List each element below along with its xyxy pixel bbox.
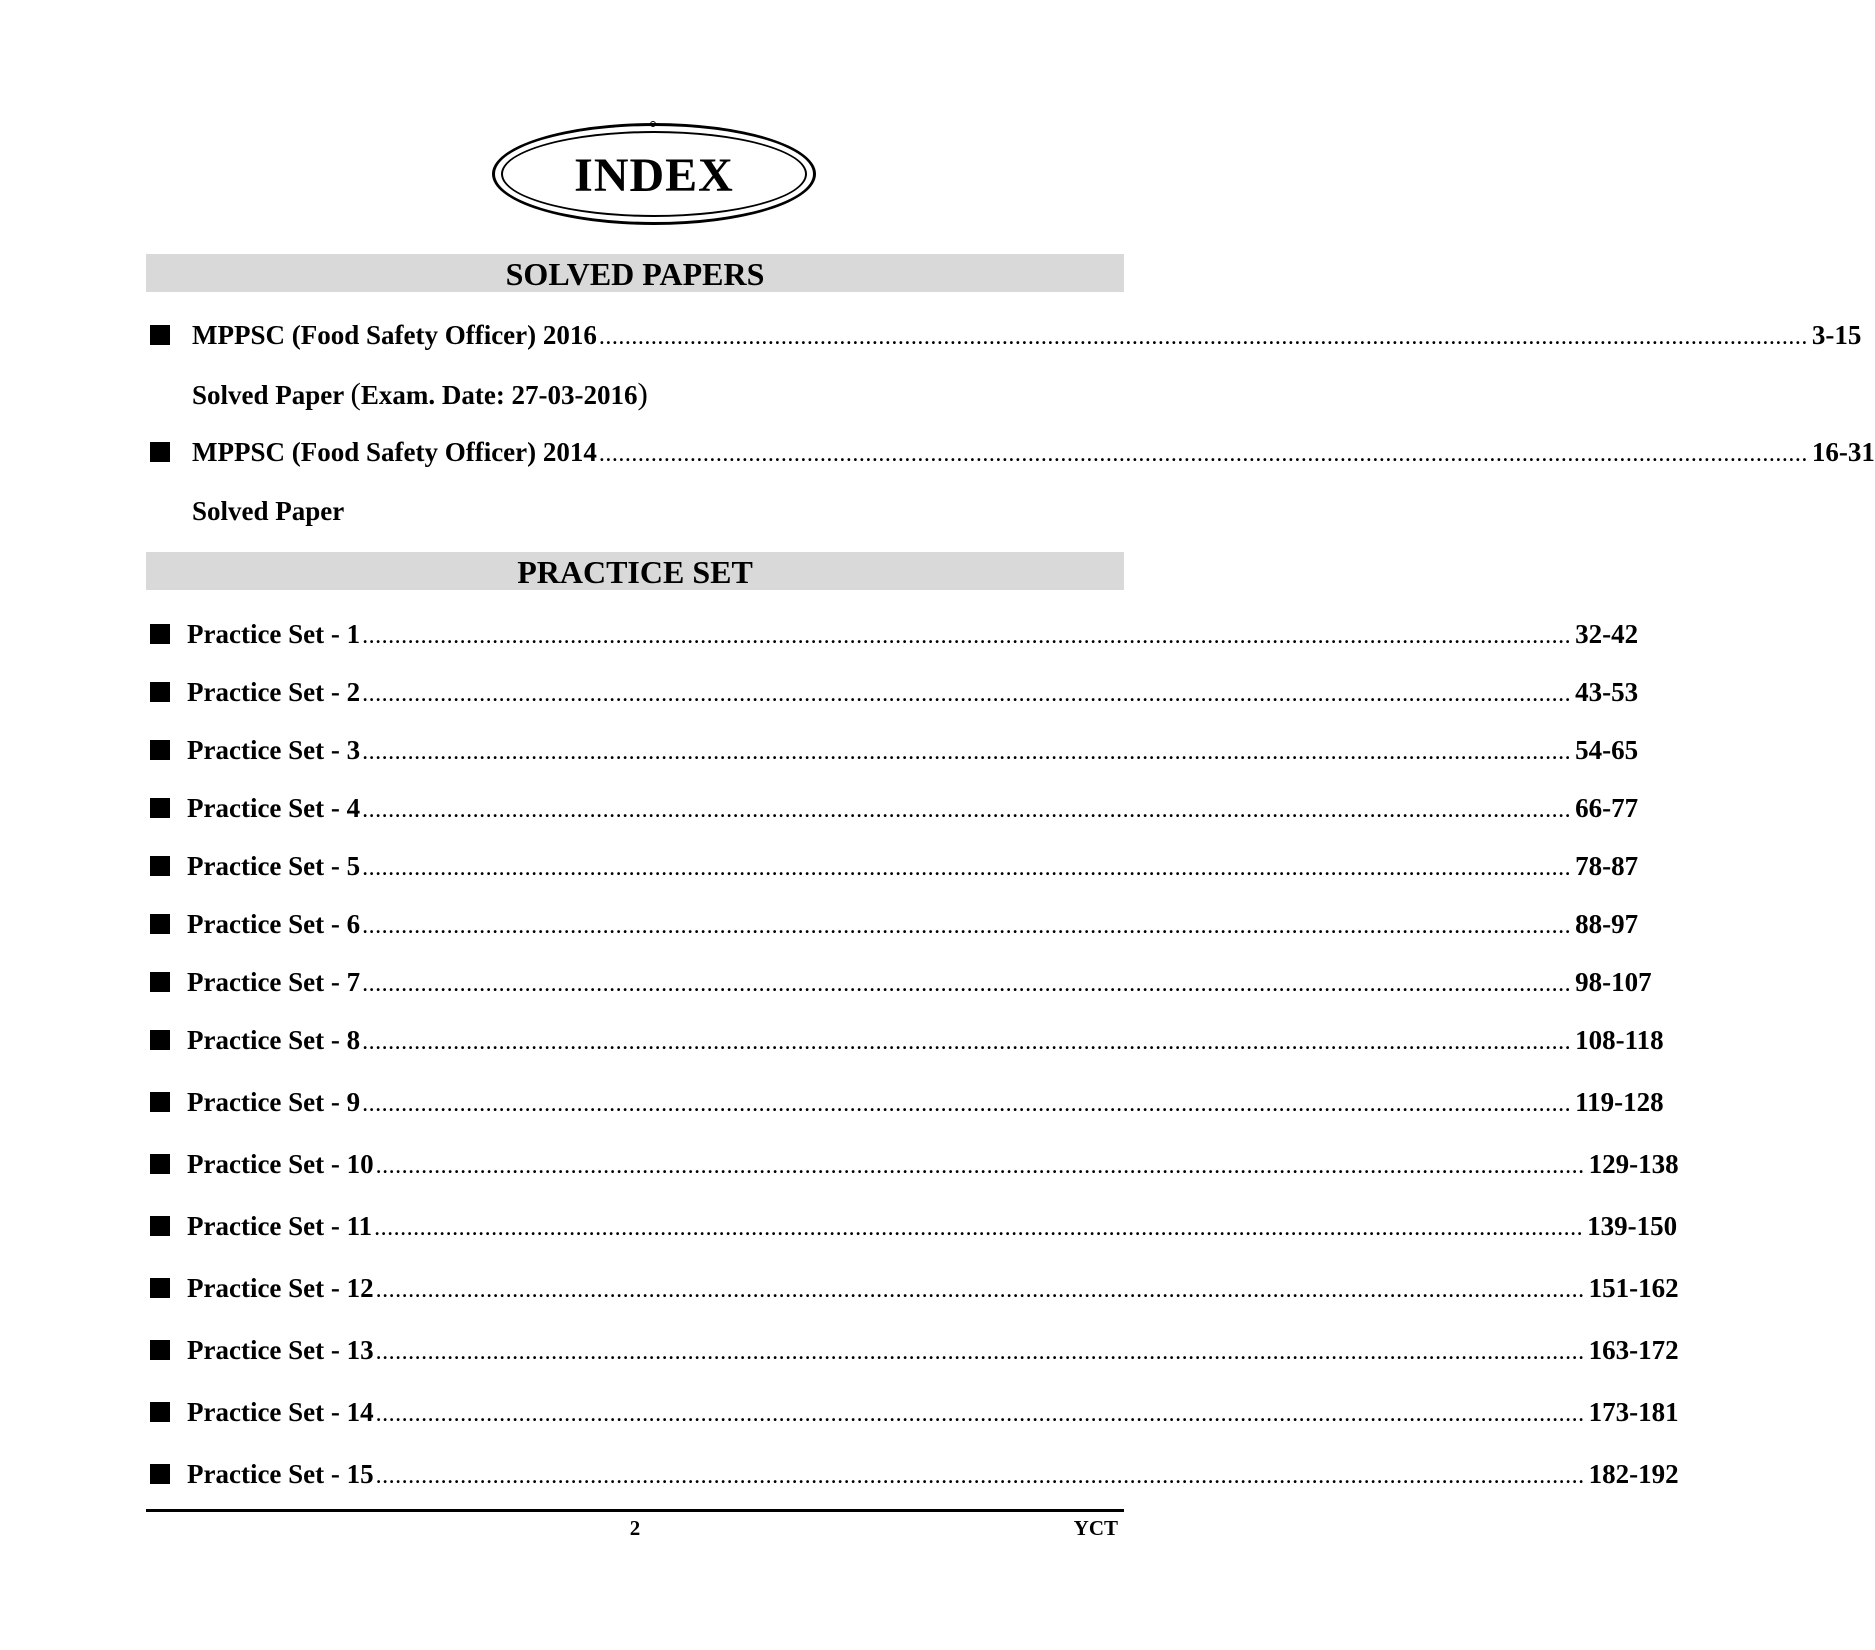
section-heading-practice-set: PRACTICE SET xyxy=(146,552,1124,590)
toc-entry-row xyxy=(187,790,1639,826)
toc-entry-label: MPPSC (Food Safety Officer) 2016 xyxy=(192,320,597,350)
toc-entry-row xyxy=(187,1208,1678,1244)
toc-entry-row xyxy=(187,906,1639,942)
toc-entry-practice-set-3[interactable] xyxy=(150,732,1639,768)
subtitle-prefix: Solved Paper xyxy=(192,380,344,410)
footer-rule xyxy=(146,1509,1124,1512)
black-square-bullet-icon xyxy=(150,1216,170,1236)
black-square-bullet-icon xyxy=(150,624,170,644)
toc-entry-subtitle-2016 xyxy=(192,376,648,413)
toc-entry-practice-set-11[interactable] xyxy=(150,1208,1678,1244)
toc-entry-pages: 88-97 xyxy=(1575,909,1639,939)
black-square-bullet-icon xyxy=(150,972,170,992)
toc-entry-practice-set-7[interactable] xyxy=(150,964,1652,1000)
black-square-bullet-icon xyxy=(150,682,170,702)
toc-entry-practice-set-4[interactable] xyxy=(150,790,1639,826)
toc-entry-label: MPPSC (Food Safety Officer) 2014 xyxy=(192,437,597,467)
footer-brand: YCT xyxy=(1073,1516,1118,1540)
black-square-bullet-icon xyxy=(150,1278,170,1298)
toc-entry-label: Practice Set - 14 xyxy=(187,1397,374,1427)
toc-entry-row xyxy=(187,1456,1679,1492)
dot-leader: .......................................................................................................................................................................................... xyxy=(362,739,1572,765)
toc-entry-row xyxy=(187,1022,1664,1058)
toc-entry-practice-set-15[interactable] xyxy=(150,1456,1679,1492)
toc-entry-practice-set-2[interactable] xyxy=(150,674,1639,710)
black-square-bullet-icon xyxy=(150,740,170,760)
toc-entry-pages: 151-162 xyxy=(1588,1273,1679,1303)
toc-entry-practice-set-1[interactable] xyxy=(150,616,1639,652)
toc-entry-label: Practice Set - 1 xyxy=(187,619,361,649)
toc-entry-label: Practice Set - 13 xyxy=(187,1335,374,1365)
toc-entry-pages: 54-65 xyxy=(1575,735,1639,765)
toc-entry-label: Practice Set - 9 xyxy=(187,1087,361,1117)
dot-leader: .......................................................................................................................................................................................... xyxy=(362,1091,1572,1117)
dot-leader: .......................................................................................................................................................................................... xyxy=(374,1215,1584,1241)
toc-entry-label: Practice Set - 12 xyxy=(187,1273,374,1303)
toc-entry-pages: 3-15 xyxy=(1811,320,1862,350)
toc-entry-pages: 139-150 xyxy=(1587,1211,1678,1241)
toc-entry-row xyxy=(187,732,1639,768)
section-heading-solved-papers: SOLVED PAPERS xyxy=(146,254,1124,292)
black-square-bullet-icon xyxy=(150,1092,170,1112)
toc-entry-solved-2014[interactable] xyxy=(150,434,1875,470)
subtitle-exam-date: Exam. Date: 27-03-2016 xyxy=(360,380,638,410)
toc-entry-row xyxy=(187,1084,1664,1120)
toc-entry-practice-set-6[interactable] xyxy=(150,906,1639,942)
toc-entry-pages: 32-42 xyxy=(1575,619,1639,649)
toc-entry-pages: 163-172 xyxy=(1588,1335,1679,1365)
dot-leader: .......................................................................................................................................................................................... xyxy=(362,797,1572,823)
black-square-bullet-icon xyxy=(150,442,170,462)
dot-leader: .......................................................................................................................................................................................... xyxy=(598,324,1808,350)
page-number: 2 xyxy=(629,1516,641,1540)
toc-entry-pages: 66-77 xyxy=(1575,793,1639,823)
toc-entry-practice-set-12[interactable] xyxy=(150,1270,1679,1306)
toc-entry-label: Practice Set - 7 xyxy=(187,967,361,997)
dot-leader: .......................................................................................................................................................................................... xyxy=(375,1277,1585,1303)
black-square-bullet-icon xyxy=(150,1464,170,1484)
toc-entry-label: Practice Set - 2 xyxy=(187,677,361,707)
toc-entry-pages: 119-128 xyxy=(1575,1087,1664,1117)
toc-entry-label: Practice Set - 11 xyxy=(187,1211,373,1241)
toc-entry-pages: 78-87 xyxy=(1575,851,1639,881)
index-oval-frame xyxy=(492,123,816,225)
page-title: INDEX xyxy=(574,149,734,202)
toc-entry-label: Practice Set - 3 xyxy=(187,735,361,765)
toc-entry-row xyxy=(187,616,1639,652)
subtitle-paren-open: ( xyxy=(350,376,361,411)
toc-entry-pages: 98-107 xyxy=(1575,967,1652,997)
dot-leader: .......................................................................................................................................................................................... xyxy=(375,1153,1585,1179)
toc-entry-row xyxy=(187,1270,1679,1306)
toc-entry-label: Practice Set - 5 xyxy=(187,851,361,881)
dot-leader: .......................................................................................................................................................................................... xyxy=(362,855,1572,881)
toc-entry-row xyxy=(187,964,1652,1000)
toc-entry-label: Practice Set - 6 xyxy=(187,909,361,939)
black-square-bullet-icon xyxy=(150,1030,170,1050)
toc-entry-pages: 43-53 xyxy=(1575,677,1639,707)
toc-entry-subtitle-2014 xyxy=(192,493,344,529)
toc-entry-practice-set-8[interactable] xyxy=(150,1022,1664,1058)
toc-entry-pages: 129-138 xyxy=(1588,1149,1679,1179)
toc-entry-label: Practice Set - 10 xyxy=(187,1149,374,1179)
black-square-bullet-icon xyxy=(150,1154,170,1174)
toc-entry-label: Practice Set - 8 xyxy=(187,1025,361,1055)
toc-entry-row xyxy=(187,1146,1679,1182)
toc-entry-row xyxy=(192,434,1875,470)
dot-leader: .......................................................................................................................................................................................... xyxy=(362,1029,1572,1055)
black-square-bullet-icon xyxy=(150,1402,170,1422)
black-square-bullet-icon xyxy=(150,798,170,818)
dot-leader: .......................................................................................................................................................................................... xyxy=(362,913,1572,939)
toc-entry-pages: 108-118 xyxy=(1575,1025,1664,1055)
dot-leader: .......................................................................................................................................................................................... xyxy=(598,441,1808,467)
dot-leader: .......................................................................................................................................................................................... xyxy=(362,623,1572,649)
toc-entry-row xyxy=(187,848,1639,884)
toc-entry-pages: 182-192 xyxy=(1588,1459,1679,1489)
toc-entry-practice-set-14[interactable] xyxy=(150,1394,1679,1430)
toc-entry-row xyxy=(187,674,1639,710)
toc-entry-pages: 16-31 xyxy=(1811,437,1875,467)
toc-entry-label: Practice Set - 4 xyxy=(187,793,361,823)
dot-leader: .......................................................................................................................................................................................... xyxy=(362,971,1572,997)
dot-leader: .......................................................................................................................................................................................... xyxy=(362,681,1572,707)
black-square-bullet-icon xyxy=(150,914,170,934)
toc-entry-solved-2016[interactable] xyxy=(150,317,1862,353)
toc-entry-pages: 173-181 xyxy=(1588,1397,1679,1427)
dot-leader: .......................................................................................................................................................................................... xyxy=(375,1401,1585,1427)
toc-entry-practice-set-10[interactable] xyxy=(150,1146,1679,1182)
dot-leader: .......................................................................................................................................................................................... xyxy=(375,1463,1585,1489)
toc-entry-row xyxy=(192,317,1862,353)
black-square-bullet-icon xyxy=(150,1340,170,1360)
toc-entry-practice-set-13[interactable] xyxy=(150,1332,1679,1368)
black-square-bullet-icon xyxy=(150,325,170,345)
subtitle-prefix: Solved Paper xyxy=(192,496,345,526)
dot-leader: .......................................................................................................................................................................................... xyxy=(375,1339,1585,1365)
subtitle-paren-close: ) xyxy=(637,376,648,411)
toc-entry-label: Practice Set - 15 xyxy=(187,1459,374,1489)
toc-entry-practice-set-5[interactable] xyxy=(150,848,1639,884)
toc-entry-row xyxy=(187,1394,1679,1430)
black-square-bullet-icon xyxy=(150,856,170,876)
toc-entry-row xyxy=(187,1332,1679,1368)
toc-entry-practice-set-9[interactable] xyxy=(150,1084,1664,1120)
